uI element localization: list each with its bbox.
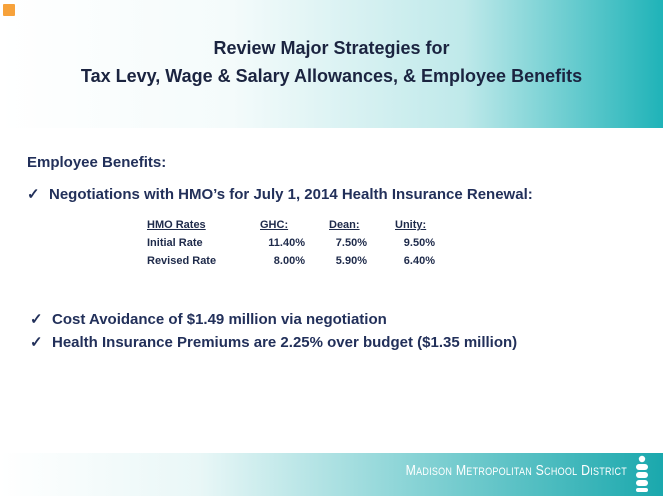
bullet-negotiations — [27, 185, 533, 203]
section-label: Employee Benefits: — [27, 154, 167, 171]
corner-accent — [3, 4, 15, 16]
slide-title-line2: Tax Levy, Wage & Salary Allowances, & Employee Benefits — [80, 66, 583, 86]
header-ghc: GHC: — [260, 219, 289, 231]
cell-ghc: 11.40% — [268, 237, 305, 249]
slide-title-line1: Review Major Strategies for — [213, 38, 450, 58]
row-label: Initial Rate — [147, 237, 203, 249]
header-hmo-rates: HMO Rates — [147, 219, 206, 231]
bullet-text: Health Insurance Premiums are 2.25% over budget ($1.35 million) — [52, 334, 518, 351]
check-icon: ✓ — [27, 186, 40, 203]
district-logo-icon — [631, 455, 653, 493]
district-name: Madison Metropolitan School District — [405, 462, 627, 479]
bullet-text: Cost Avoidance of $1.49 million via negotiation — [52, 311, 387, 328]
header-band — [0, 0, 663, 128]
cell-unity: 6.40% — [403, 255, 435, 267]
header-dean: Dean: — [329, 219, 360, 231]
cell-dean: 7.50% — [335, 237, 367, 249]
header-unity: Unity: — [395, 219, 427, 231]
check-icon: ✓ — [30, 334, 43, 351]
row-label: Revised Rate — [147, 255, 217, 267]
cell-unity: 9.50% — [403, 237, 435, 249]
cell-ghc: 8.00% — [273, 255, 305, 267]
bullet-cost-avoidance — [30, 310, 387, 328]
bullet-premiums — [30, 333, 517, 351]
check-icon: ✓ — [30, 311, 43, 328]
bullet-text: Negotiations with HMO’s for July 1, 2014 Health Insurance Renewal: — [49, 186, 533, 203]
cell-dean: 5.90% — [335, 255, 367, 267]
